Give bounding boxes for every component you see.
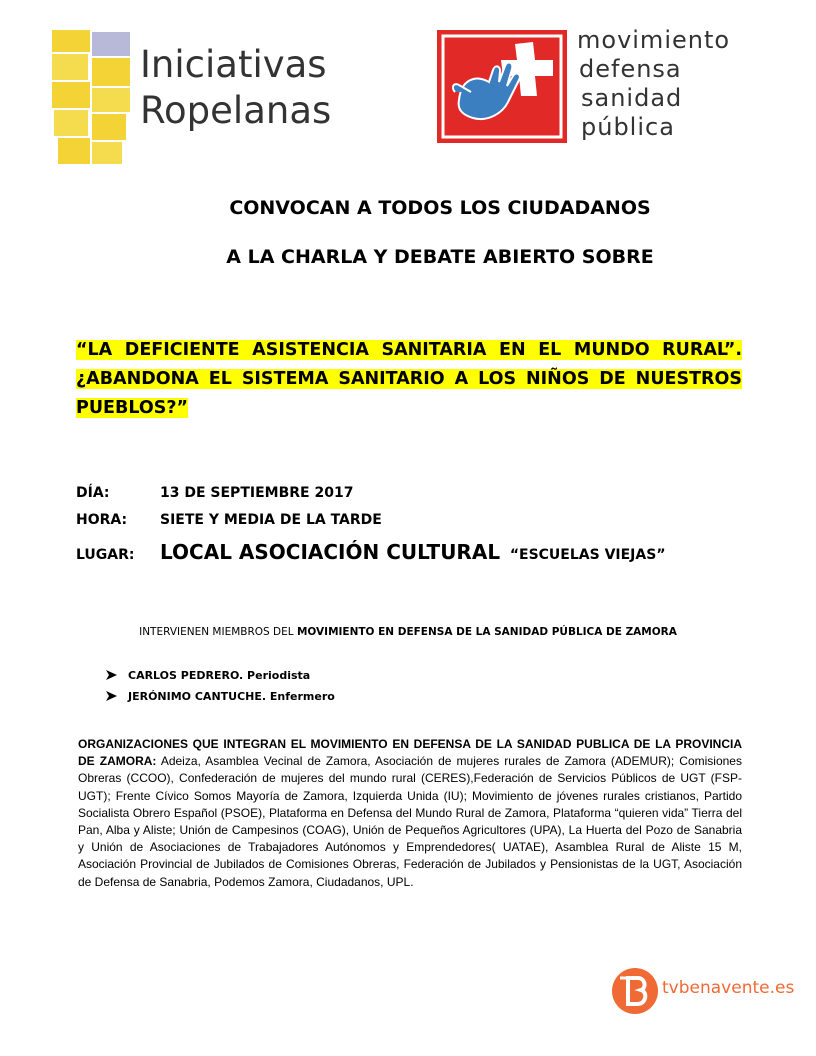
hora-label: HORA: bbox=[76, 512, 128, 528]
info-hora bbox=[76, 512, 382, 528]
topic-text: “LA DEFICIENTE ASISTENCIA SANITARIA EN EL MUNDO RURAL”. ¿ABANDONA EL SISTEMA SANITARIO A LOS NIÑOS DE NUESTROS PUEBLOS?” bbox=[76, 340, 742, 418]
lugar-label: LUGAR: bbox=[76, 547, 135, 563]
arrow-bullet-icon bbox=[106, 691, 117, 701]
organizations-heading: ORGANIZACIONES QUE INTEGRAN EL MOVIMIENTO EN DEFENSA DE LA SANIDAD PUBLICA DE LA PROVINCIA DE ZAMORA: bbox=[78, 737, 742, 769]
tvbenavente-watermark bbox=[612, 968, 795, 1018]
intervienen-prefix: INTERVIENEN MIEMBROS DEL bbox=[139, 626, 297, 638]
mov-line-4: pública bbox=[581, 113, 675, 141]
intervienen-org: MOVIMIENTO EN DEFENSA DE LA SANIDAD PÚBLICA DE ZAMORA bbox=[296, 626, 677, 638]
dia-value: 13 DE SEPTIEMBRE 2017 bbox=[160, 485, 354, 501]
speaker-1: CARLOS PEDRERO. Periodista bbox=[128, 669, 311, 682]
red-hand-badge bbox=[437, 30, 567, 143]
iniciativas-ropelanas-logo bbox=[52, 30, 352, 165]
lugar-sub: “ESCUELAS VIEJAS” bbox=[509, 547, 666, 563]
hora-value: SIETE Y MEDIA DE LA TARDE bbox=[160, 512, 382, 528]
iniciativas-ropelanas-wordmark bbox=[140, 42, 331, 134]
movimiento-defensa-logo bbox=[437, 26, 767, 150]
heading-charla: A LA CHARLA Y DEBATE ABIERTO SOBRE bbox=[226, 246, 654, 268]
yellow-squares-icon bbox=[52, 30, 130, 165]
info-dia bbox=[76, 485, 353, 501]
tvb-text: tvbenavente.es bbox=[662, 978, 795, 998]
mov-line-1: movimiento bbox=[577, 26, 731, 54]
intervienen-line bbox=[0, 626, 816, 638]
dia-label: DÍA: bbox=[76, 485, 110, 501]
arrow-bullet-icon bbox=[106, 670, 117, 680]
organizations-list: Adeiza, Asamblea Vecinal de Zamora, Asociación de mujeres rurales de Zamora (ADEMUR); Comisiones Obreras (CCOO), Confederación de mujeres del mundo rural (CERES),Federación de Servicios Públicos de UGT (FSP-UGT); Frente Cívico Somos Mayoría de Zamora, Izquierda Unida (IU); Movimiento de jóvenes rurales cristianos, Partido Socialista Obrero Español (PSOE), Plataforma en Defensa del Mundo Rural de Zamora, Plataforma “quieren vida” Tierra del Pan, Alba y Aliste; Unión de Campesinos (COAG), Unión de Pequeños Agricultores (UPA), La Huerta del Pozo de Sanabria y Unión de Asociaciones de Trabajadores Autónomos y Emprendedores( UATAE), Asamblea Rural de Aliste 15 M, Asociación Provincial de Jubilados de Comisiones Obreras, Federación de Jubilados y Pensionistas de la UGT, Asociación de Defensa de Sanabria, Podemos Zamora, Ciudadanos, UPL. bbox=[78, 754, 742, 889]
logo-line-1: Iniciativas bbox=[140, 43, 327, 86]
topic-highlight bbox=[76, 336, 742, 423]
heading-convocan: CONVOCAN A TODOS LOS CIUDADANOS bbox=[229, 197, 651, 219]
movimiento-wordmark bbox=[577, 26, 777, 142]
tvb-b-icon bbox=[612, 968, 658, 1014]
speaker-2: JERÓNIMO CANTUCHE. Enfermero bbox=[128, 690, 335, 703]
lugar-value: LOCAL ASOCIACIÓN CULTURAL bbox=[160, 540, 501, 564]
mov-line-2: defensa bbox=[579, 55, 682, 83]
logo-line-2: Ropelanas bbox=[140, 89, 332, 132]
mov-line-3: sanidad bbox=[581, 84, 683, 112]
hand-cross-icon bbox=[437, 30, 567, 143]
info-lugar bbox=[76, 540, 666, 564]
organizations-paragraph bbox=[78, 736, 742, 891]
